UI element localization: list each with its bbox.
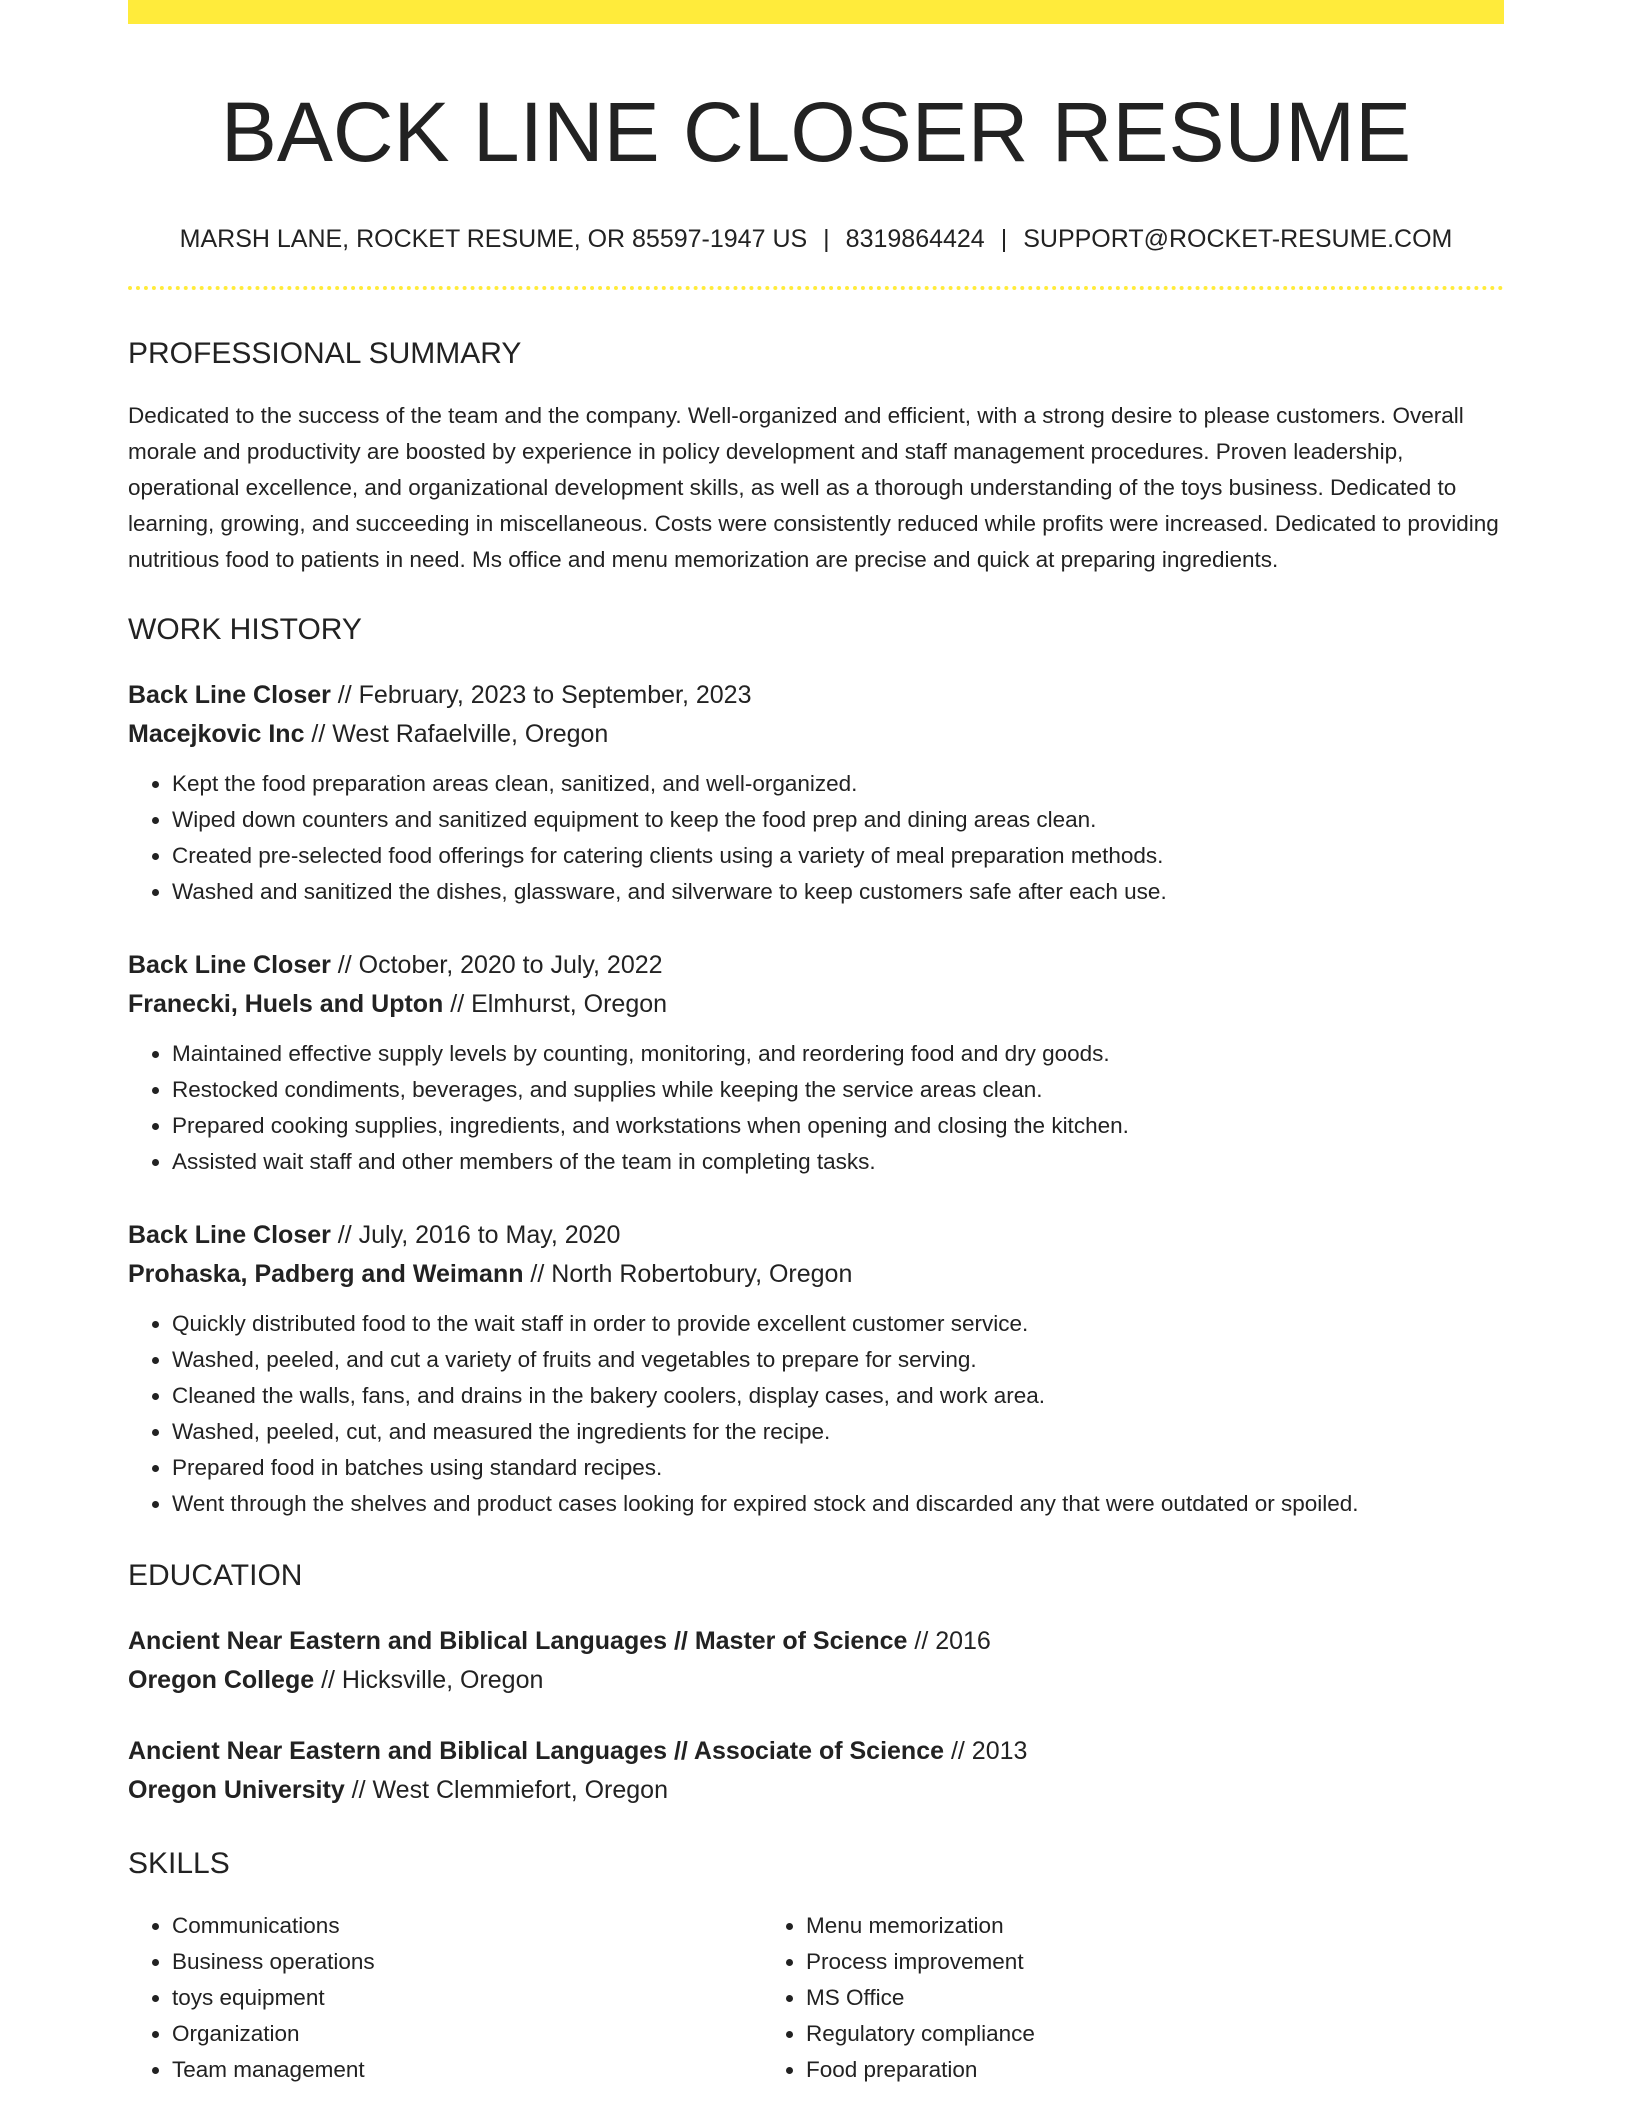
job-dates: // July, 2016 to May, 2020 xyxy=(330,1221,621,1250)
job-entry xyxy=(128,1216,1504,1522)
job-dates: // February, 2023 to September, 2023 xyxy=(330,681,752,710)
skill-item: • Communications xyxy=(172,1908,762,1944)
job-bullet: • Wiped down counters and sanitized equipment to keep the food prep and dining areas clean. xyxy=(172,802,1504,838)
degree-line xyxy=(128,1622,1504,1661)
school-line xyxy=(128,1661,1504,1700)
skill-item: • Organization xyxy=(172,2016,762,2052)
education-entry xyxy=(128,1622,1504,1700)
school: Oregon College xyxy=(128,1666,315,1695)
degree: Ancient Near Eastern and Biblical Languages // Master of Science xyxy=(128,1627,908,1656)
resume-page xyxy=(128,0,1504,2088)
job-bullet: • Kept the food preparation areas clean, sanitized, and well-organized. xyxy=(172,766,1504,802)
job-bullet: • Cleaned the walls, fans, and drains in the bakery coolers, display cases, and work area. xyxy=(172,1378,1504,1414)
resume-title: BACK LINE CLOSER RESUME xyxy=(220,85,1412,179)
skills-columns xyxy=(128,1908,1504,2088)
school-location: // Hicksville, Oregon xyxy=(314,1666,544,1695)
skill-item: • Business operations xyxy=(172,1944,762,1980)
education-entry xyxy=(128,1732,1504,1810)
degree-line xyxy=(128,1732,1504,1771)
job-bullet: • Maintained effective supply levels by counting, monitoring, and reordering food and dry goods. xyxy=(172,1036,1504,1072)
job-bullets xyxy=(128,766,1504,910)
job-company-line xyxy=(128,1255,1504,1294)
school-line xyxy=(128,1771,1504,1810)
job-title: Back Line Closer xyxy=(128,681,331,710)
job-entry xyxy=(128,676,1504,910)
job-location: // West Rafaelville, Oregon xyxy=(304,720,609,749)
skills-heading: SKILLS xyxy=(128,1847,230,1881)
skills-list-left xyxy=(128,1908,762,2088)
job-dates: // October, 2020 to July, 2022 xyxy=(330,951,663,980)
skill-item: • Team management xyxy=(172,2052,762,2088)
contact-line xyxy=(128,224,1504,254)
school: Oregon University xyxy=(128,1776,345,1805)
job-company: Prohaska, Padberg and Weimann xyxy=(128,1260,524,1289)
job-bullet: • Assisted wait staff and other members of the team in completing tasks. xyxy=(172,1144,1504,1180)
job-entry xyxy=(128,946,1504,1180)
job-company-line xyxy=(128,985,1504,1024)
job-location: // North Robertobury, Oregon xyxy=(523,1260,853,1289)
job-bullet: • Prepared food in batches using standard recipes. xyxy=(172,1450,1504,1486)
skill-item: • Process improvement xyxy=(806,1944,1396,1980)
job-location: // Elmhurst, Oregon xyxy=(443,990,668,1019)
skill-item: • Regulatory compliance xyxy=(806,2016,1396,2052)
degree-year: // 2013 xyxy=(944,1737,1028,1766)
degree-year: // 2016 xyxy=(907,1627,991,1656)
job-company: Macejkovic Inc xyxy=(128,720,305,749)
skill-item: • toys equipment xyxy=(172,1980,762,2016)
school-location: // West Clemmiefort, Oregon xyxy=(344,1776,668,1805)
job-bullets xyxy=(128,1306,1504,1522)
contact-address: MARSH LANE, ROCKET RESUME, OR 85597-1947 US xyxy=(179,225,808,254)
work-history-heading: WORK HISTORY xyxy=(128,613,362,647)
summary-heading: PROFESSIONAL SUMMARY xyxy=(128,337,522,371)
job-title-line xyxy=(128,676,1504,715)
contact-separator: | xyxy=(823,225,830,254)
job-bullet: • Went through the shelves and product cases looking for expired stock and discarded any that were outdated or spoiled. xyxy=(172,1486,1504,1522)
top-accent-bar xyxy=(128,0,1504,24)
job-bullet: • Washed, peeled, and cut a variety of fruits and vegetables to prepare for serving. xyxy=(172,1342,1504,1378)
job-title-line xyxy=(128,946,1504,985)
summary-text: Dedicated to the success of the team and the company. Well-organized and efficient, with a strong desire to please customers. Overall morale and productivity are boosted by experience in policy development and staff management procedures. Proven leadership, operational excellence, and organizational development skills, as well as a thorough understanding of the toys business. Dedicated to learning, growing, and succeeding in miscellaneous. Costs were consistently reduced while profits were increased. Dedicated to providing nutritious food to patients in need. Ms office and menu memorization are precise and quick at preparing ingredients. xyxy=(128,403,1499,573)
job-bullet: • Washed and sanitized the dishes, glassware, and silverware to keep customers safe after each use. xyxy=(172,874,1504,910)
contact-phone: 8319864424 xyxy=(845,225,985,254)
contact-email: SUPPORT@ROCKET-RESUME.COM xyxy=(1023,225,1453,254)
job-bullet: • Washed, peeled, cut, and measured the ingredients for the recipe. xyxy=(172,1414,1504,1450)
contact-separator: | xyxy=(1000,225,1008,254)
education-heading: EDUCATION xyxy=(128,1559,303,1593)
job-title: Back Line Closer xyxy=(128,951,331,980)
job-bullet: • Created pre-selected food offerings for catering clients using a variety of meal preparation methods. xyxy=(172,838,1504,874)
job-bullet: • Quickly distributed food to the wait staff in order to provide excellent customer service. xyxy=(172,1306,1504,1342)
job-title-line xyxy=(128,1216,1504,1255)
job-bullets xyxy=(128,1036,1504,1180)
job-bullet: • Prepared cooking supplies, ingredients, and workstations when opening and closing the kitchen. xyxy=(172,1108,1504,1144)
degree: Ancient Near Eastern and Biblical Languages // Associate of Science xyxy=(128,1737,945,1766)
job-title: Back Line Closer xyxy=(128,1221,331,1250)
dotted-divider xyxy=(128,286,1504,290)
skills-list-right xyxy=(762,1908,1396,2088)
skill-item: • Food preparation xyxy=(806,2052,1396,2088)
job-bullet: • Restocked condiments, beverages, and supplies while keeping the service areas clean. xyxy=(172,1072,1504,1108)
skill-item: • Menu memorization xyxy=(806,1908,1396,1944)
job-company: Franecki, Huels and Upton xyxy=(128,990,444,1019)
skill-item: • MS Office xyxy=(806,1980,1396,2016)
job-company-line xyxy=(128,715,1504,754)
